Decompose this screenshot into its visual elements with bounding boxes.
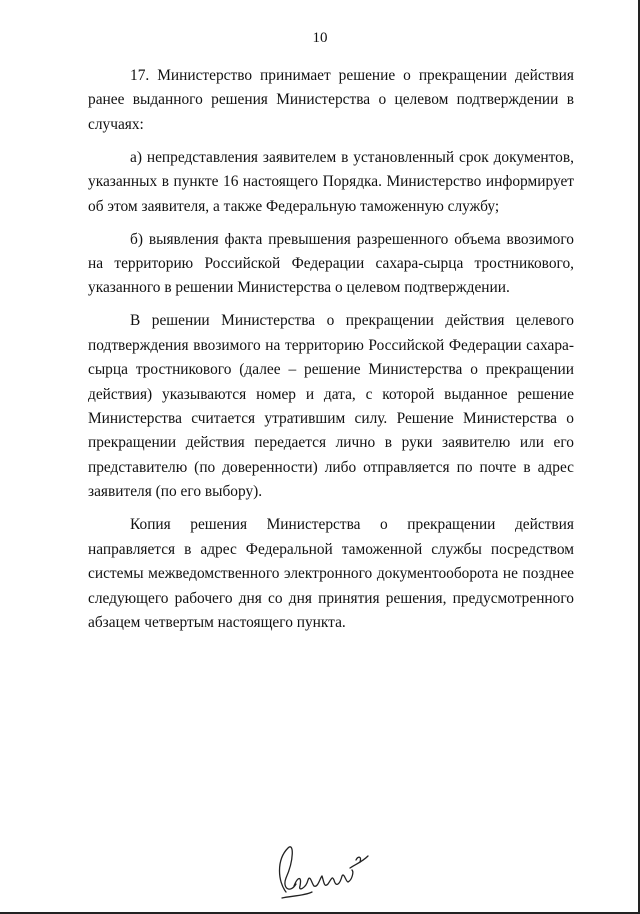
paragraph-copy-sending: Копия решения Министерства о прекращении действия направляется в адрес Федеральной таможенной службы посредством системы межведомственного электронного документооборота не позднее следующего рабочего дня со дня принятия решения, предусмотренного абзацем четвертым настоящего пункта. [88, 516, 574, 631]
paragraph-decision-content: В решении Министерства о прекращении действия целевого подтверждения ввозимого на территорию Российской Федерации сахара-сырца тростникового (далее – решение Министерства о прекращении действия) указываются номер и дата, с которой выданное решение Министерства считается утратившим силу. Решение Министерства о прекращении действия передается лично в руки заявителю или его представителю (по доверенности) либо отправляется по почте в адрес заявителя (по его выбору). [88, 312, 574, 501]
handwritten-signature [264, 826, 374, 906]
document-body [88, 64, 574, 644]
paragraph-17-intro: 17. Министерство принимает решение о прекращении действия ранее выданного решения Министерства о целевом подтверждении в случаях: [88, 67, 574, 133]
paragraph-sub-a: а) непредставления заявителем в установленный срок документов, указанных в пункте 16 настоящего Порядка. Министерство информирует об этом заявителя, а также Федеральную таможенную службу; [88, 148, 574, 215]
page-number: 10 [312, 30, 328, 46]
paragraph-sub-b: б) выявления факта превышения разрешенного объема ввозимого на территорию Российской Федерации сахара-сырца тростникового, указанного в решении Министерства о целевом подтверждении. [88, 230, 574, 297]
